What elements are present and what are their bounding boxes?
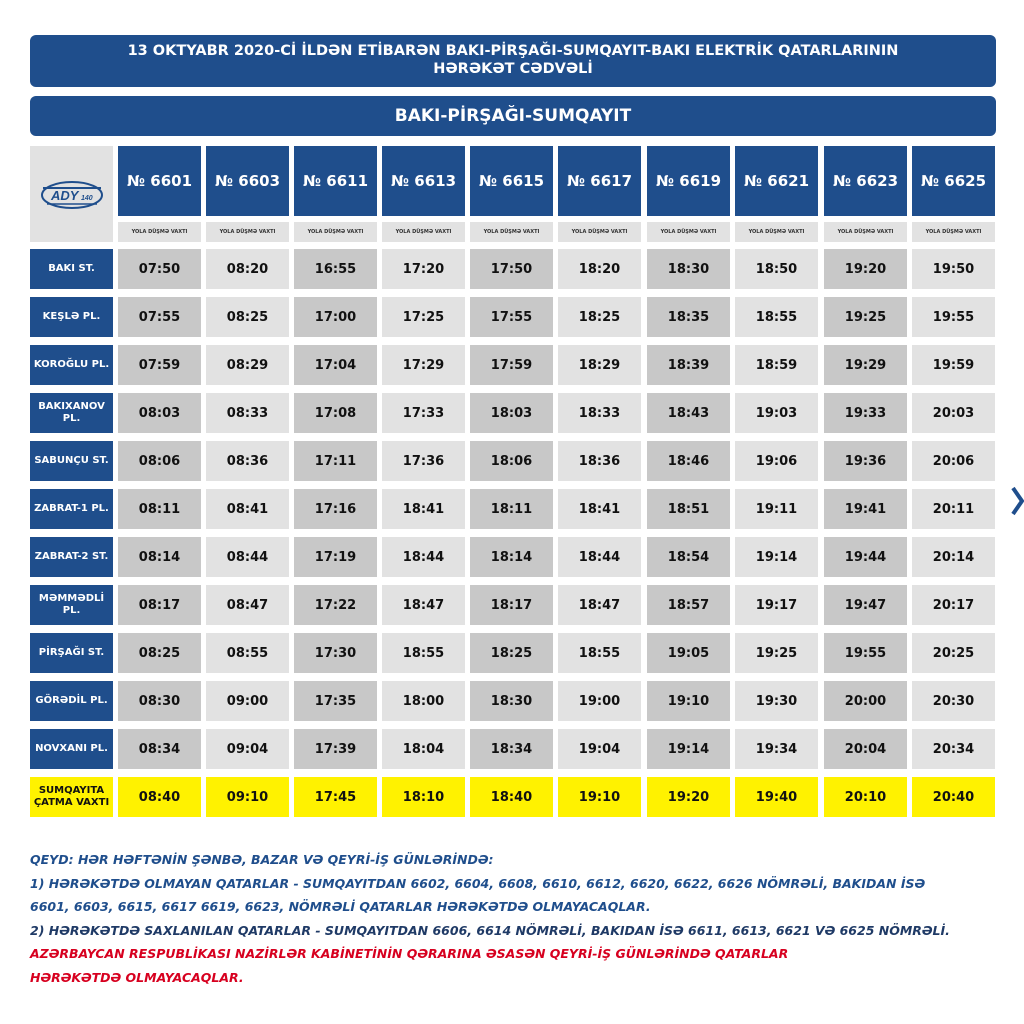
time-cell: 07:59 — [118, 345, 201, 385]
time-cell: 17:25 — [382, 297, 465, 337]
departure-time-label: YOLA DÜŞMƏ VAXTI — [735, 222, 818, 242]
time-cell: 19:00 — [558, 681, 641, 721]
time-cell: 17:35 — [294, 681, 377, 721]
time-cell: 17:39 — [294, 729, 377, 769]
time-cell: 18:43 — [647, 393, 730, 433]
time-cell: 08:41 — [206, 489, 289, 529]
time-cell: 20:34 — [912, 729, 995, 769]
time-cell: 07:55 — [118, 297, 201, 337]
time-cell: 20:17 — [912, 585, 995, 625]
time-cell: 18:55 — [382, 633, 465, 673]
train-number-header: № 6613 — [382, 146, 465, 216]
time-cell: 17:20 — [382, 249, 465, 289]
time-cell: 20:04 — [824, 729, 907, 769]
departure-time-label: YOLA DÜŞMƏ VAXTI — [912, 222, 995, 242]
departure-time-label: YOLA DÜŞMƏ VAXTI — [470, 222, 553, 242]
time-cell: 19:29 — [824, 345, 907, 385]
time-cell: 19:14 — [735, 537, 818, 577]
time-cell: 18:54 — [647, 537, 730, 577]
time-cell: 18:47 — [382, 585, 465, 625]
chevron-right-icon[interactable] — [1010, 484, 1024, 518]
time-cell: 08:34 — [118, 729, 201, 769]
time-cell: 08:44 — [206, 537, 289, 577]
time-cell: 17:16 — [294, 489, 377, 529]
station-name: GÖRƏDİL PL. — [30, 681, 113, 721]
time-cell: 20:03 — [912, 393, 995, 433]
time-cell: 07:50 — [118, 249, 201, 289]
time-cell: 20:00 — [824, 681, 907, 721]
time-cell: 17:19 — [294, 537, 377, 577]
note-cancelled-trains-cont: 6601, 6603, 6615, 6617 6619, 6623, NÖMRƏLİ QATARLAR HƏRƏKƏTDƏ OLMAYACAQLAR. — [30, 899, 651, 914]
station-name: BAKIXANOV PL. — [30, 393, 113, 433]
station-name: ZABRAT-2 ST. — [30, 537, 113, 577]
station-name: BAKI ST. — [30, 249, 113, 289]
time-cell: 18:46 — [647, 441, 730, 481]
time-cell: 09:04 — [206, 729, 289, 769]
time-cell: 19:47 — [824, 585, 907, 625]
time-cell: 19:25 — [735, 633, 818, 673]
departure-time-label: YOLA DÜŞMƏ VAXTI — [824, 222, 907, 242]
time-cell: 08:40 — [118, 777, 201, 817]
train-number-header: № 6615 — [470, 146, 553, 216]
time-cell: 18:39 — [647, 345, 730, 385]
time-cell: 09:10 — [206, 777, 289, 817]
time-cell: 18:57 — [647, 585, 730, 625]
time-cell: 17:22 — [294, 585, 377, 625]
time-cell: 18:36 — [558, 441, 641, 481]
time-cell: 19:11 — [735, 489, 818, 529]
time-cell: 18:59 — [735, 345, 818, 385]
time-cell: 19:14 — [647, 729, 730, 769]
time-cell: 19:44 — [824, 537, 907, 577]
time-cell: 19:17 — [735, 585, 818, 625]
time-cell: 08:17 — [118, 585, 201, 625]
time-cell: 08:30 — [118, 681, 201, 721]
time-cell: 18:30 — [470, 681, 553, 721]
time-cell: 18:06 — [470, 441, 553, 481]
time-cell: 08:11 — [118, 489, 201, 529]
station-name: SUMQAYITA ÇATMA VAXTI — [30, 777, 113, 817]
time-cell: 08:06 — [118, 441, 201, 481]
time-cell: 08:25 — [206, 297, 289, 337]
train-number-header: № 6603 — [206, 146, 289, 216]
time-cell: 17:55 — [470, 297, 553, 337]
time-cell: 09:00 — [206, 681, 289, 721]
departure-time-label: YOLA DÜŞMƏ VAXTI — [382, 222, 465, 242]
time-cell: 18:25 — [558, 297, 641, 337]
time-cell: 19:20 — [824, 249, 907, 289]
time-cell: 18:03 — [470, 393, 553, 433]
station-name: PİRŞAĞI ST. — [30, 633, 113, 673]
time-cell: 08:55 — [206, 633, 289, 673]
time-cell: 19:34 — [735, 729, 818, 769]
time-cell: 17:50 — [470, 249, 553, 289]
time-cell: 18:55 — [735, 297, 818, 337]
time-cell: 08:47 — [206, 585, 289, 625]
time-cell: 17:30 — [294, 633, 377, 673]
time-cell: 18:35 — [647, 297, 730, 337]
time-cell: 19:50 — [912, 249, 995, 289]
train-number-header: № 6617 — [558, 146, 641, 216]
notes-section — [30, 848, 1010, 989]
time-cell: 19:10 — [558, 777, 641, 817]
ady-logo — [30, 146, 113, 242]
time-cell: 18:55 — [558, 633, 641, 673]
time-cell: 20:11 — [912, 489, 995, 529]
time-cell: 19:25 — [824, 297, 907, 337]
time-cell: 08:14 — [118, 537, 201, 577]
time-cell: 19:36 — [824, 441, 907, 481]
time-cell: 18:11 — [470, 489, 553, 529]
train-number-header: № 6625 — [912, 146, 995, 216]
note-kept-trains: 2) HƏRƏKƏTDƏ SAXLANILAN QATARLAR - SUMQAYITDAN 6606, 6614 NÖMRƏLİ, BAKIDAN İSƏ 6611, 6613, 6621 VƏ 6625 NÖMRƏLİ. — [30, 922, 950, 938]
note-cabinet-decision: AZƏRBAYCAN RESPUBLİKASI NAZİRLƏR KABİNETİNİN QƏRARINA ƏSASƏN QEYRİ-İŞ GÜNLƏRİNDƏ QATARLAR — [30, 946, 789, 961]
station-name: NOVXANI PL. — [30, 729, 113, 769]
time-cell: 16:55 — [294, 249, 377, 289]
station-name: SABUNÇU ST. — [30, 441, 113, 481]
time-cell: 20:25 — [912, 633, 995, 673]
time-cell: 19:04 — [558, 729, 641, 769]
time-cell: 19:55 — [912, 297, 995, 337]
time-cell: 20:10 — [824, 777, 907, 817]
time-cell: 19:41 — [824, 489, 907, 529]
time-cell: 19:30 — [735, 681, 818, 721]
time-cell: 17:33 — [382, 393, 465, 433]
time-cell: 18:51 — [647, 489, 730, 529]
time-cell: 17:29 — [382, 345, 465, 385]
time-cell: 20:40 — [912, 777, 995, 817]
time-cell: 08:25 — [118, 633, 201, 673]
note-cabinet-decision-cont: HƏRƏKƏTDƏ OLMAYACAQLAR. — [30, 969, 244, 985]
train-number-header: № 6619 — [647, 146, 730, 216]
time-cell: 18:44 — [558, 537, 641, 577]
time-cell: 08:29 — [206, 345, 289, 385]
station-name: ZABRAT-1 PL. — [30, 489, 113, 529]
time-cell: 20:30 — [912, 681, 995, 721]
schedule-title-banner — [30, 35, 996, 87]
departure-time-label: YOLA DÜŞMƏ VAXTI — [558, 222, 641, 242]
time-cell: 19:03 — [735, 393, 818, 433]
departure-time-label: YOLA DÜŞMƏ VAXTI — [206, 222, 289, 242]
time-cell: 18:47 — [558, 585, 641, 625]
train-number-header: № 6621 — [735, 146, 818, 216]
note-heading: QEYD: HƏR HƏFTƏNİN ŞƏNBƏ, BAZAR VƏ QEYRİ-İŞ GÜNLƏRİNDƏ: — [30, 852, 494, 867]
time-cell: 20:06 — [912, 441, 995, 481]
time-cell: 08:20 — [206, 249, 289, 289]
schedule-title-line1: 13 OKTYABR 2020-Cİ İLDƏN ETİBARƏN BAKI-PİRŞAĞI-SUMQAYIT-BAKI ELEKTRİK QATARLARININ — [127, 43, 899, 59]
time-cell: 08:33 — [206, 393, 289, 433]
departure-time-label: YOLA DÜŞMƏ VAXTI — [294, 222, 377, 242]
time-cell: 19:05 — [647, 633, 730, 673]
departure-time-label: YOLA DÜŞMƏ VAXTI — [647, 222, 730, 242]
time-cell: 19:33 — [824, 393, 907, 433]
time-cell: 18:33 — [558, 393, 641, 433]
time-cell: 19:20 — [647, 777, 730, 817]
time-cell: 18:25 — [470, 633, 553, 673]
time-cell: 17:59 — [470, 345, 553, 385]
time-cell: 18:30 — [647, 249, 730, 289]
station-name: KEŞLƏ PL. — [30, 297, 113, 337]
train-number-header: № 6611 — [294, 146, 377, 216]
time-cell: 17:45 — [294, 777, 377, 817]
time-cell: 18:29 — [558, 345, 641, 385]
time-cell: 18:41 — [558, 489, 641, 529]
time-cell: 19:40 — [735, 777, 818, 817]
time-cell: 18:10 — [382, 777, 465, 817]
departure-time-label: YOLA DÜŞMƏ VAXTI — [118, 222, 201, 242]
time-cell: 18:00 — [382, 681, 465, 721]
time-cell: 18:41 — [382, 489, 465, 529]
time-cell: 19:10 — [647, 681, 730, 721]
time-cell: 18:50 — [735, 249, 818, 289]
station-name: MƏMMƏDLİ PL. — [30, 585, 113, 625]
time-cell: 17:04 — [294, 345, 377, 385]
schedule-title-line2: HƏRƏKƏT CƏDVƏLİ — [433, 61, 593, 77]
time-cell: 08:03 — [118, 393, 201, 433]
time-cell: 18:17 — [470, 585, 553, 625]
time-cell: 17:36 — [382, 441, 465, 481]
time-cell: 18:34 — [470, 729, 553, 769]
time-cell: 19:55 — [824, 633, 907, 673]
train-number-header: № 6623 — [824, 146, 907, 216]
time-cell: 17:08 — [294, 393, 377, 433]
note-cancelled-trains: 1) HƏRƏKƏTDƏ OLMAYAN QATARLAR - SUMQAYITDAN 6602, 6604, 6608, 6610, 6612, 6620, 6622, 6626 NÖMRƏLİ, BAKIDAN İSƏ — [30, 875, 926, 891]
route-banner: BAKI-PİRŞAĞI-SUMQAYIT — [30, 96, 996, 136]
time-cell: 19:59 — [912, 345, 995, 385]
time-cell: 18:44 — [382, 537, 465, 577]
time-cell: 20:14 — [912, 537, 995, 577]
time-cell: 18:14 — [470, 537, 553, 577]
time-cell: 18:40 — [470, 777, 553, 817]
svg-text:140: 140 — [80, 195, 93, 202]
station-name: KOROĞLU PL. — [30, 345, 113, 385]
time-cell: 18:04 — [382, 729, 465, 769]
time-cell: 17:11 — [294, 441, 377, 481]
time-cell: 17:00 — [294, 297, 377, 337]
train-number-header: № 6601 — [118, 146, 201, 216]
time-cell: 08:36 — [206, 441, 289, 481]
svg-text:ADY: ADY — [50, 188, 78, 203]
time-cell: 18:20 — [558, 249, 641, 289]
time-cell: 19:06 — [735, 441, 818, 481]
